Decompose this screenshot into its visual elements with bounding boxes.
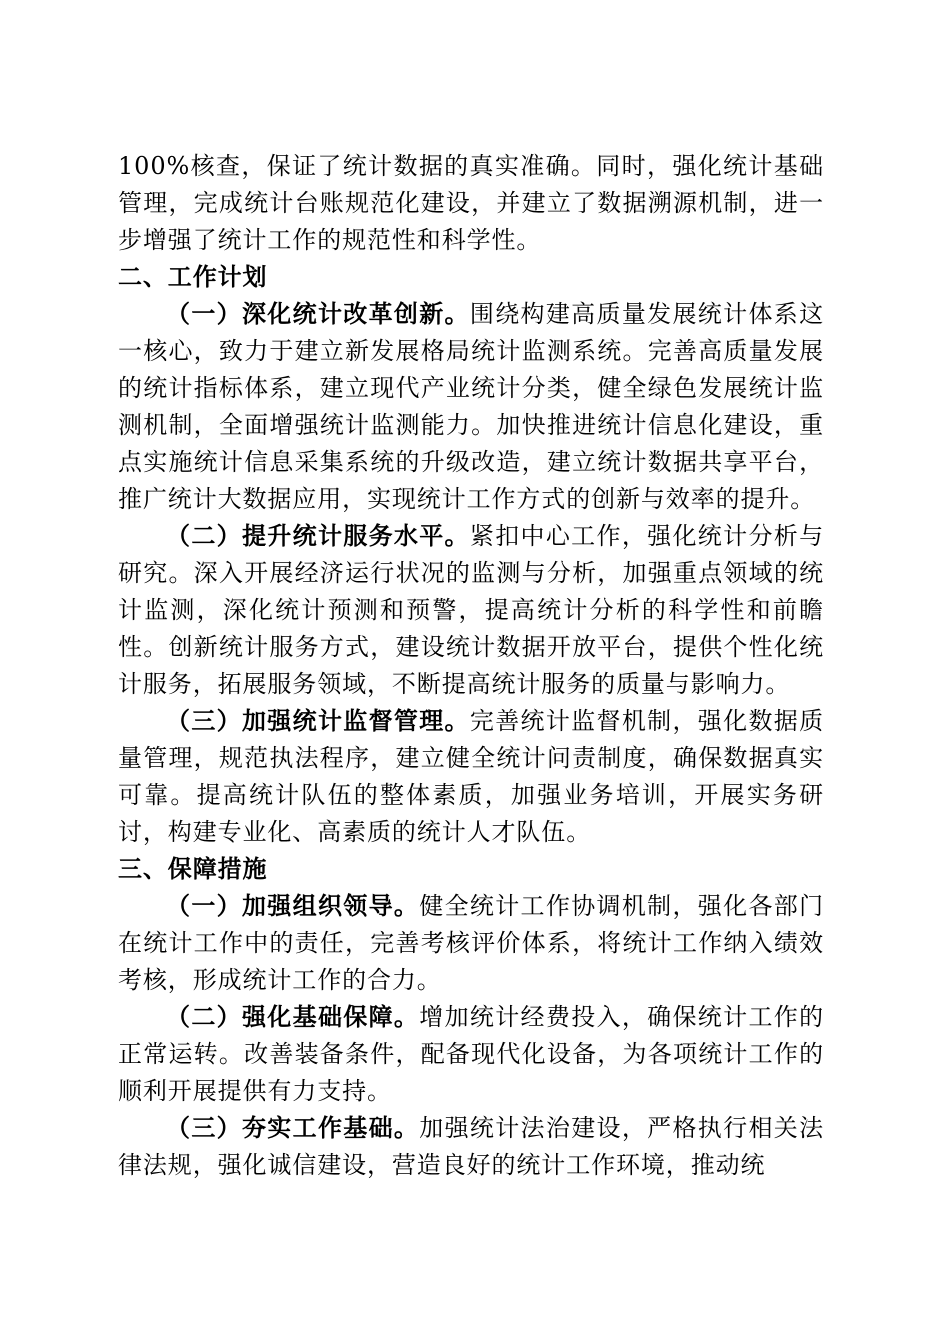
paragraph-body: 完善统计监督机制，强化数据质量管理，规范执法程序，建立健全统计问责制度，确保数据真实可靠。提高统计队伍的整体素质，加强业务培训，开展实务研讨，构建专业化、高素质的统计人才队伍。 [118, 707, 824, 846]
paragraph-safeguards-2 [118, 999, 824, 1110]
paragraph-safeguards-1 [118, 888, 824, 999]
paragraph-lead: （三）加强统计监督管理。 [166, 707, 470, 735]
paragraph-lead: （二）提升统计服务水平。 [166, 522, 470, 550]
paragraph-body: 紧扣中心工作，强化统计分析与研究。深入开展经济运行状况的监测与分析，加强重点领域的统计监测，深化统计预测和预警，提高统计分析的科学性和前瞻性。创新统计服务方式，建设统计数据开放平台，提供个性化统计服务，拓展服务领域，不断提高统计服务的质量与影响力。 [118, 522, 824, 698]
paragraph-body: 加强统计法治建设，严格执行相关法律法规，强化诚信建设，营造良好的统计工作环境，推动统 [118, 1114, 825, 1179]
document-page [118, 148, 824, 1184]
paragraph-lead: （一）加强组织领导。 [166, 892, 420, 920]
continuation-paragraph: 100%核查，保证了统计数据的真实准确。同时，强化统计基础管理，完成统计台账规范化建设，并建立了数据溯源机制，进一步增强了统计工作的规范性和科学性。 [118, 152, 824, 254]
section-heading-work-plan: 二、工作计划 [118, 263, 268, 291]
paragraph-lead: （一）深化统计改革创新。 [166, 300, 470, 328]
paragraph-work-plan-3 [118, 703, 824, 851]
paragraph-body: 围绕构建高质量发展统计体系这一核心，致力于建立新发展格局统计监测系统。完善高质量发展的统计指标体系，建立现代产业统计分类，健全绿色发展统计监测机制，全面增强统计监测能力。加快推进统计信息化建设，重点实施统计信息采集系统的升级改造，建立统计数据共享平台，推广统计大数据应用，实现统计工作方式的创新与效率的提升。 [118, 300, 824, 513]
paragraph-work-plan-1 [118, 296, 824, 518]
paragraph-body: 增加统计经费投入，确保统计工作的正常运转。改善装备条件，配备现代化设备，为各项统计工作的顺利开展提供有力支持。 [118, 1003, 825, 1105]
paragraph-body: 健全统计工作协调机制，强化各部门在统计工作中的责任，完善考核评价体系，将统计工作纳入绩效考核，形成统计工作的合力。 [118, 892, 825, 994]
paragraph-lead: （二）强化基础保障。 [166, 1003, 420, 1031]
section-heading-safeguards: 三、保障措施 [118, 855, 268, 883]
paragraph-work-plan-2 [118, 518, 824, 703]
paragraph-lead: （三）夯实工作基础。 [166, 1114, 420, 1142]
paragraph-safeguards-3 [118, 1110, 824, 1184]
